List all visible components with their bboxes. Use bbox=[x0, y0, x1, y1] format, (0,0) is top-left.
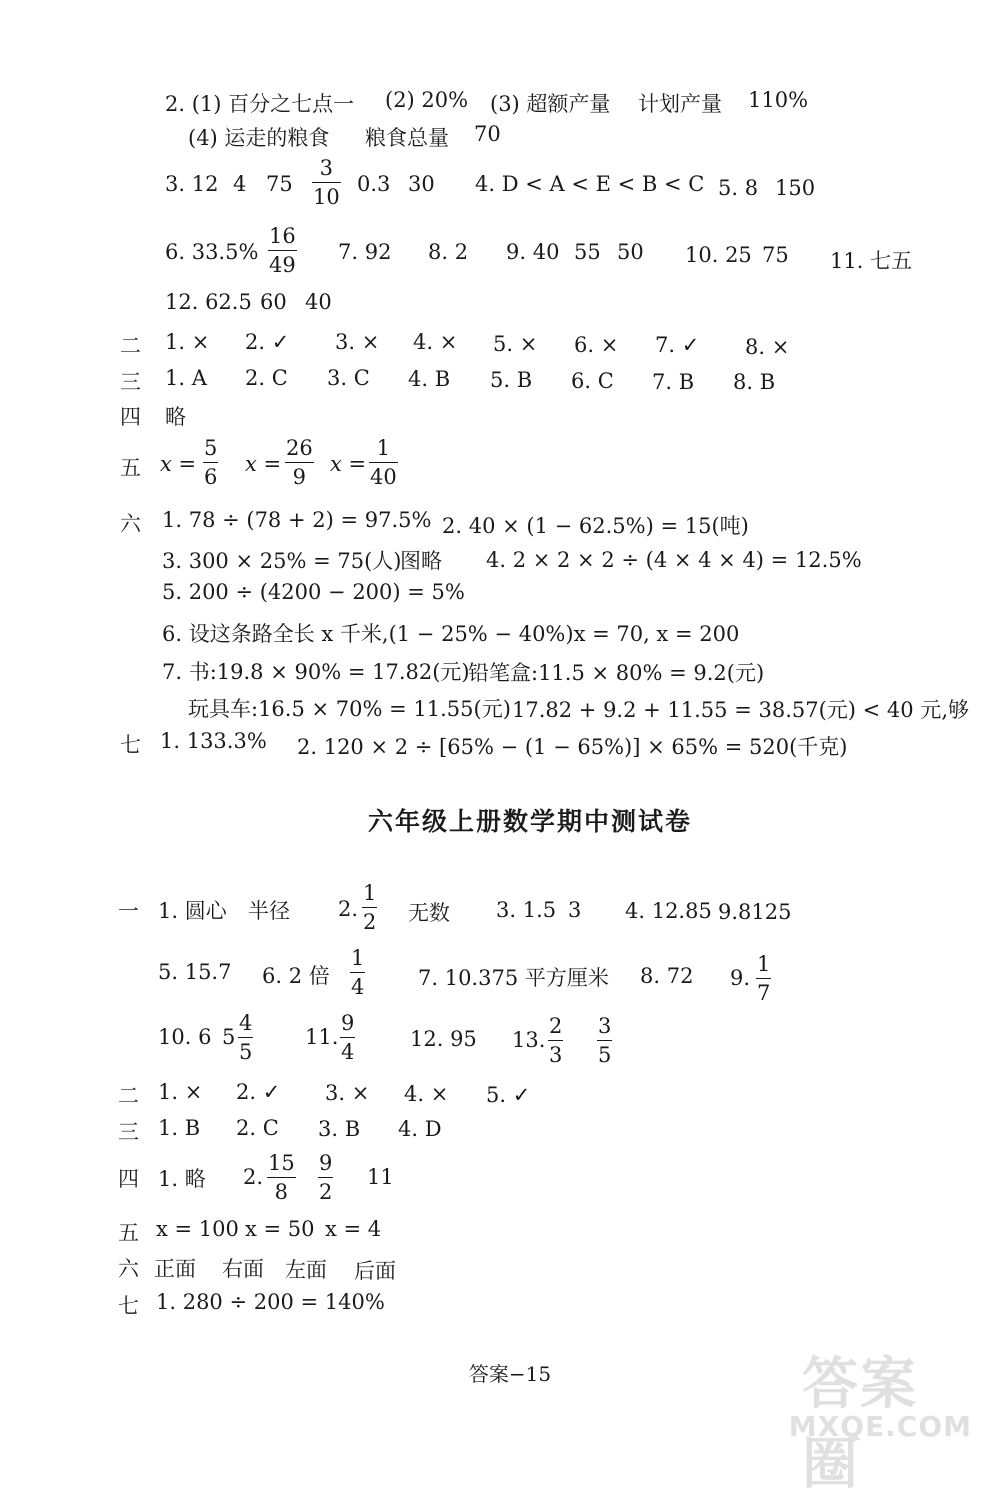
answer: 3 bbox=[568, 898, 582, 922]
fraction: 26 9 bbox=[286, 436, 313, 489]
choice-item: 3. C bbox=[327, 366, 370, 390]
fraction: 1 7 bbox=[757, 952, 771, 1005]
solution-line: 图略 bbox=[400, 549, 442, 573]
solution-line: 铅笔盒:11.5 × 80% = 9.2(元) bbox=[468, 661, 765, 685]
answer: 6. 2 倍 bbox=[262, 964, 330, 988]
fraction: 9 4 bbox=[341, 1011, 355, 1064]
answer-8: 8. 2 bbox=[428, 240, 469, 264]
watermark-logo: 答案圈 MXQE.COM bbox=[788, 1352, 972, 1497]
answer-11: 11. 七五 bbox=[830, 249, 913, 273]
fraction: 1 4 bbox=[351, 946, 365, 999]
answer-7: 7. 92 bbox=[338, 240, 392, 264]
solution-line: 2. 40 × (1 − 62.5%) = 15(吨) bbox=[442, 514, 749, 538]
answer: 5. 15.7 bbox=[158, 960, 232, 984]
page-number: 答案−15 bbox=[468, 1362, 552, 1386]
tf-item: 2. ✓ bbox=[245, 330, 290, 354]
choice-item: 4. D bbox=[398, 1117, 442, 1141]
section-mark: 七 bbox=[120, 733, 141, 757]
answer-4: 4. D < A < E < B < C bbox=[475, 172, 705, 196]
equation-lhs: x = bbox=[245, 452, 282, 476]
answer-9b: 55 bbox=[574, 240, 601, 264]
answer-12c: 40 bbox=[305, 290, 332, 314]
fraction: 1 40 bbox=[370, 436, 397, 489]
fraction: 2 3 bbox=[549, 1014, 563, 1067]
answer-text: 略 bbox=[165, 405, 186, 429]
answer-2-3b: 计划产量 bbox=[638, 92, 722, 116]
answer-12a: 12. 62.5 bbox=[165, 290, 252, 314]
tf-item: 8. × bbox=[745, 335, 790, 359]
answer-5a: 5. 8 bbox=[718, 176, 759, 200]
answer: 12. 95 bbox=[410, 1027, 477, 1051]
answer-3a: 3. 12 bbox=[165, 172, 219, 196]
answer: 4. 12.85 bbox=[625, 899, 712, 923]
section-mark: 三 bbox=[120, 370, 141, 394]
section-mark: 二 bbox=[120, 334, 141, 358]
section-mark: 七 bbox=[118, 1294, 139, 1318]
answer: 9.8125 bbox=[718, 900, 792, 924]
solution-line: 7. 书:19.8 × 90% = 17.82(元) bbox=[162, 660, 470, 684]
section-mark: 五 bbox=[118, 1221, 139, 1245]
answer-2-2: (2) 20% bbox=[385, 88, 469, 112]
answer: 右面 bbox=[222, 1257, 264, 1281]
section-mark: 六 bbox=[120, 512, 141, 536]
tf-item: 5. × bbox=[493, 332, 538, 356]
section-mark: 四 bbox=[120, 405, 141, 429]
choice-item: 2. C bbox=[236, 1116, 279, 1140]
choice-item: 1. A bbox=[165, 366, 207, 390]
fraction: 4 5 bbox=[239, 1011, 253, 1064]
tf-item: 6. × bbox=[574, 333, 619, 357]
fraction: 16 49 bbox=[269, 224, 296, 277]
fraction: 5 6 bbox=[204, 436, 218, 489]
choice-item: 8. B bbox=[733, 370, 776, 394]
fraction: 3 10 bbox=[313, 156, 340, 209]
section-mark: 四 bbox=[118, 1167, 139, 1191]
answer: 3. 1.5 bbox=[496, 898, 557, 922]
answer-9a: 9. 40 bbox=[506, 240, 560, 264]
equation: x = 50 bbox=[245, 1217, 315, 1241]
solution-line: 6. 设这条路全长 x 千米,(1 − 25% − 40%)x = 70, x = 200 bbox=[162, 622, 740, 646]
answer: 后面 bbox=[354, 1259, 396, 1283]
answer: 13. bbox=[512, 1028, 546, 1052]
tf-item: 2. ✓ bbox=[236, 1080, 281, 1104]
answer: 2. bbox=[338, 897, 359, 921]
section-mark: 六 bbox=[118, 1257, 139, 1281]
fraction: 9 2 bbox=[319, 1151, 333, 1204]
answer-2-3a: (3) 超额产量 bbox=[490, 92, 611, 116]
solution-line: 5. 200 ÷ (4200 − 200) = 5% bbox=[162, 580, 465, 604]
choice-item: 1. B bbox=[158, 1116, 201, 1140]
fraction: 1 2 bbox=[363, 881, 377, 934]
equation-lhs: x = bbox=[330, 452, 367, 476]
equation-lhs: x = bbox=[160, 452, 197, 476]
section-mark: 三 bbox=[118, 1120, 139, 1144]
answer: 11. bbox=[305, 1025, 339, 1049]
tf-item: 1. × bbox=[165, 330, 210, 354]
fraction: 15 8 bbox=[268, 1151, 295, 1204]
solution-line: 2. 120 × 2 ÷ [65% − (1 − 65%)] × 65% = 520(千克) bbox=[297, 735, 848, 759]
fraction: 3 5 bbox=[598, 1014, 612, 1067]
choice-item: 7. B bbox=[652, 370, 695, 394]
choice-item: 2. C bbox=[245, 366, 288, 390]
choice-item: 4. B bbox=[408, 367, 451, 391]
page-title: 六年级上册数学期中测试卷 bbox=[367, 807, 692, 836]
tf-item: 3. × bbox=[335, 330, 380, 354]
solution-line: 17.82 + 9.2 + 11.55 = 38.57(元) < 40 元,够 bbox=[512, 698, 969, 722]
tf-item: 4. × bbox=[413, 330, 458, 354]
answer: 5 bbox=[222, 1025, 236, 1049]
answer-3e: 30 bbox=[408, 172, 435, 196]
answer-12b: 60 bbox=[260, 290, 287, 314]
answer-9c: 50 bbox=[617, 240, 644, 264]
answer-2-4a: (4) 运走的粮食 bbox=[188, 126, 330, 150]
solution-line: 玩具车:16.5 × 70% = 11.55(元) bbox=[188, 697, 511, 721]
answer: 左面 bbox=[285, 1258, 327, 1282]
answer: 1. 略 bbox=[158, 1167, 206, 1191]
answer-2-4c: 70 bbox=[474, 122, 501, 146]
tf-item: 4. × bbox=[404, 1082, 449, 1106]
answer: 1. 圆心 bbox=[158, 899, 227, 923]
answer-10b: 75 bbox=[762, 243, 789, 267]
choice-item: 3. B bbox=[318, 1117, 361, 1141]
choice-item: 5. B bbox=[490, 368, 533, 392]
solution-line: 3. 300 × 25% = 75(人) bbox=[162, 549, 402, 573]
answer: 正面 bbox=[154, 1257, 196, 1281]
equation: x = 4 bbox=[325, 1217, 382, 1241]
answer: 11 bbox=[367, 1165, 394, 1189]
tf-item: 7. ✓ bbox=[655, 333, 700, 357]
answer-2-1: 2. (1) 百分之七点一 bbox=[165, 92, 355, 116]
solution-line: 1. 78 ÷ (78 + 2) = 97.5% bbox=[162, 508, 432, 532]
answer-5b: 150 bbox=[775, 176, 816, 200]
answer-2-4b: 粮食总量 bbox=[365, 126, 449, 150]
section-mark: 一 bbox=[118, 899, 139, 923]
tf-item: 3. × bbox=[325, 1081, 370, 1105]
tf-item: 1. × bbox=[158, 1080, 203, 1104]
answer: 10. 6 bbox=[158, 1025, 212, 1049]
section-mark: 二 bbox=[118, 1084, 139, 1108]
answer: 7. 10.375 平方厘米 bbox=[418, 966, 609, 990]
answer-10a: 10. 25 bbox=[685, 243, 752, 267]
tf-item: 5. ✓ bbox=[486, 1083, 531, 1107]
answer-3b: 4 bbox=[233, 172, 247, 196]
answer-3c: 75 bbox=[266, 172, 293, 196]
answer: 8. 72 bbox=[640, 964, 694, 988]
answer-3d: 0.3 bbox=[357, 172, 391, 196]
solution-line: 1. 133.3% bbox=[160, 729, 267, 753]
answer: 9. bbox=[730, 966, 751, 990]
equation: x = 100 bbox=[156, 1217, 239, 1241]
answer-6: 6. 33.5% bbox=[165, 240, 259, 264]
answer: 无数 bbox=[408, 901, 450, 925]
solution-line: 1. 280 ÷ 200 = 140% bbox=[156, 1290, 385, 1314]
solution-line: 4. 2 × 2 × 2 ÷ (4 × 4 × 4) = 12.5% bbox=[486, 548, 862, 572]
answer-2-3c: 110% bbox=[748, 88, 809, 112]
choice-item: 6. C bbox=[571, 369, 614, 393]
answer: 2. bbox=[243, 1165, 264, 1189]
section-mark: 五 bbox=[120, 456, 141, 480]
answer: 半径 bbox=[248, 899, 290, 923]
